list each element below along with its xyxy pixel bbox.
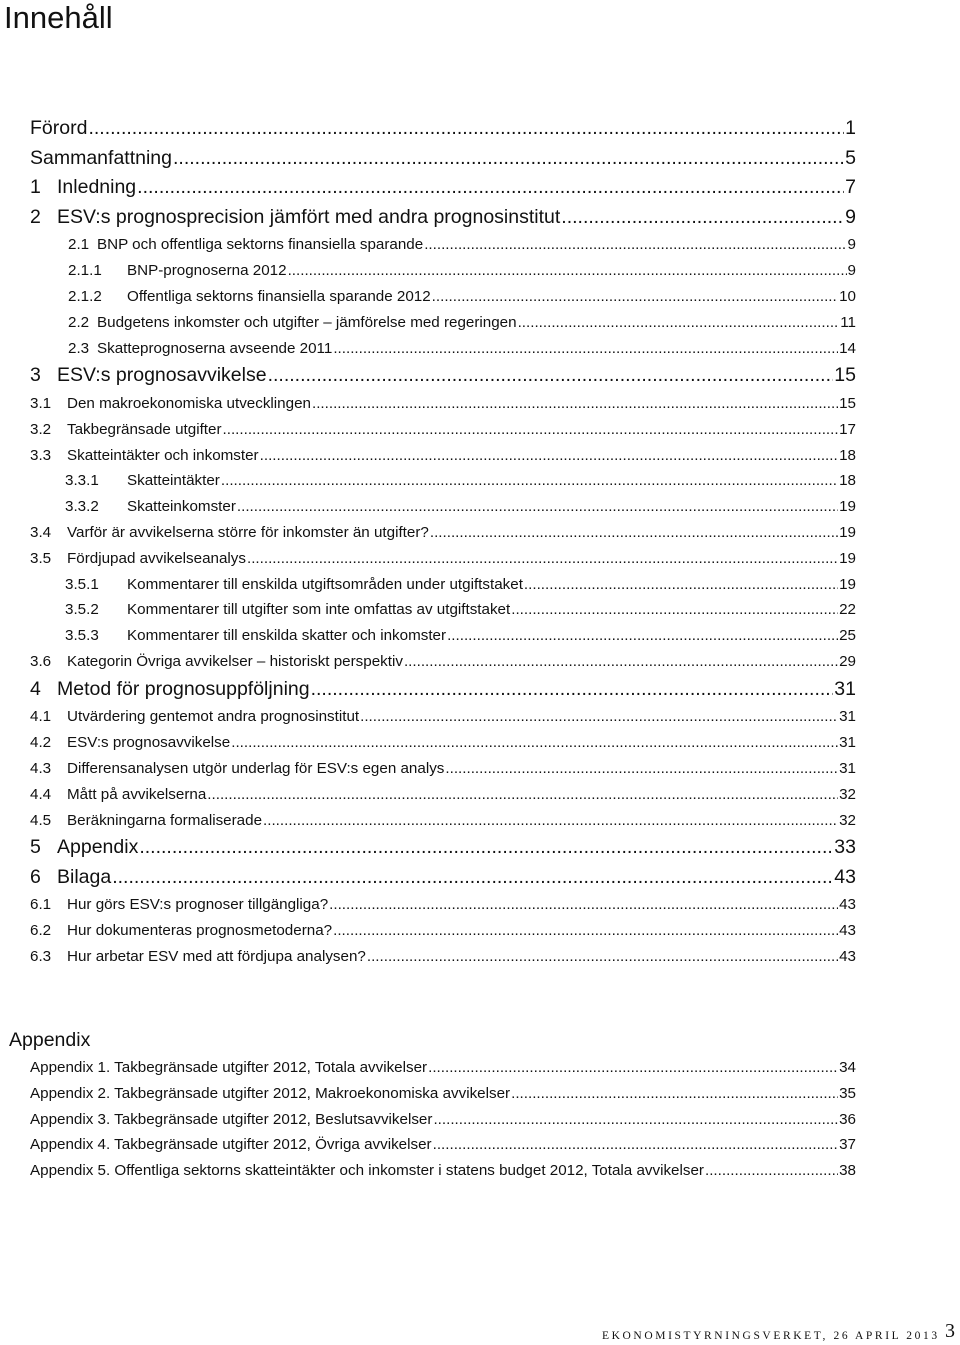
toc-entry[interactable] <box>30 597 856 623</box>
toc-entry-title: Varför är avvikelserna större för inkomster än utgifter? <box>67 523 429 541</box>
toc-entry-page: 19 <box>839 523 856 541</box>
toc-dot-leader <box>137 173 844 203</box>
toc-dot-leader <box>424 232 846 258</box>
appendix-entry-title: Appendix 5. Offentliga sektorns skatteintäkter och inkomster i statens budget 2012, Totala avvikelser <box>30 1162 704 1180</box>
toc-entry[interactable] <box>30 284 856 310</box>
toc-entry-number: 3.3.1 <box>65 472 99 490</box>
toc-dot-leader <box>329 892 838 918</box>
toc-entry-title: BNP och offentliga sektorns finansiella sparande <box>97 236 424 254</box>
appendix-heading: Appendix <box>9 1029 91 1051</box>
appendix-entry-title: Appendix 4. Takbegränsade utgifter 2012, Övriga avvikelser <box>30 1136 432 1154</box>
toc-dot-leader <box>237 494 838 520</box>
toc-entry-page: 31 <box>839 734 856 752</box>
appendix-entry-page: 34 <box>839 1059 856 1076</box>
toc-entry[interactable] <box>30 918 856 944</box>
appendix-entry[interactable] <box>30 1081 856 1107</box>
toc-entry-title: Skatteintäkter och inkomster <box>67 446 259 464</box>
toc-entry-page: 25 <box>839 627 856 645</box>
toc-dot-leader <box>367 944 838 970</box>
toc-entry-page: 33 <box>834 836 856 859</box>
toc-entry-page: 10 <box>839 287 856 305</box>
toc-entry[interactable] <box>30 310 856 336</box>
toc-entry-number: 2.1 <box>68 236 90 254</box>
toc-entry-title: Hur dokumenteras prognosmetoderna? <box>67 922 333 940</box>
toc-entry-number: 6.3 <box>30 948 52 966</box>
toc-entry-page: 43 <box>839 948 856 966</box>
toc-entry[interactable] <box>30 808 856 834</box>
toc-dot-leader <box>221 468 838 494</box>
toc-entry-number: 4.3 <box>30 759 52 777</box>
toc-entry-title: Offentliga sektorns finansiella sparande 2012 <box>127 287 431 305</box>
appendix-entry[interactable] <box>30 1158 856 1184</box>
toc-entry-number: 2.1.1 <box>68 262 102 280</box>
toc-entry[interactable] <box>30 730 856 756</box>
toc-entry-title: Mått på avvikelserna <box>67 785 207 803</box>
toc-entry-title: ESV:s prognosavvikelse <box>67 734 231 752</box>
toc-dot-leader <box>360 704 838 730</box>
toc-entry-number: 2 <box>30 205 41 228</box>
toc-dot-leader <box>223 417 839 443</box>
toc-entry-title: Skatteintäkter <box>127 472 220 490</box>
toc-dot-leader <box>268 361 834 391</box>
toc-entry-page: 31 <box>839 708 856 726</box>
appendix-dot-leader <box>433 1132 839 1158</box>
toc-entry-number: 3.5.3 <box>65 627 99 645</box>
toc-entry-page: 15 <box>834 364 856 387</box>
toc-entry-number: 4.4 <box>30 785 52 803</box>
toc-entry[interactable] <box>30 863 856 893</box>
toc-entry-number: 3.6 <box>30 652 52 670</box>
toc-dot-leader <box>524 572 838 598</box>
toc-entry-title: Metod för prognosuppföljning <box>57 677 310 700</box>
toc-entry-number: 1 <box>30 176 41 199</box>
appendix-entry-page: 37 <box>839 1136 856 1154</box>
toc-dot-leader <box>447 623 838 649</box>
toc-entry[interactable] <box>30 704 856 730</box>
toc-entry-number: 3.5.2 <box>65 601 99 619</box>
page-title: Innehåll <box>4 0 113 35</box>
page-number: 3 <box>945 1320 955 1342</box>
toc-entry[interactable] <box>30 833 856 863</box>
toc-entry[interactable] <box>30 417 856 443</box>
appendix-entry-title: Appendix 3. Takbegränsade utgifter 2012, Beslutsavvikelser <box>30 1110 433 1128</box>
toc-entry-page: 32 <box>839 785 856 803</box>
toc-entry-page: 18 <box>839 446 856 464</box>
toc-entry-number: 2.3 <box>68 339 90 357</box>
toc-dot-leader <box>432 284 838 310</box>
toc-entry[interactable] <box>30 258 856 284</box>
toc-entry-page: 43 <box>839 896 856 914</box>
toc-entry-title: Skatteprognoserna avseende 2011 <box>97 339 333 357</box>
toc-dot-leader <box>430 520 838 546</box>
toc-entry-title: Takbegränsade utgifter <box>67 420 222 438</box>
toc-dot-leader <box>247 546 838 572</box>
toc-entry-title: Skatteinkomster <box>127 498 236 516</box>
toc-entry-title: Utvärdering gentemot andra prognosinstitut <box>67 708 360 726</box>
toc-dot-leader <box>263 808 838 834</box>
toc-entry-page: 17 <box>839 420 856 438</box>
toc-entry-number: 3 <box>30 364 41 387</box>
toc-entry-page: 9 <box>847 236 856 254</box>
toc-entry-title: BNP-prognoserna 2012 <box>127 262 287 280</box>
toc-entry-title: Hur arbetar ESV med att fördjupa analysen? <box>67 948 366 966</box>
toc-entry[interactable] <box>30 336 856 362</box>
toc-entry-title: Budgetens inkomster och utgifter – jämförelse med regeringen <box>97 313 517 331</box>
toc-entry-title: Fördjupad avvikelseanalys <box>67 549 246 567</box>
toc-entry-page: 19 <box>839 549 856 567</box>
toc-entry-title: Appendix <box>57 836 139 859</box>
toc-entry[interactable] <box>30 114 856 144</box>
table-of-contents <box>30 114 856 970</box>
toc-entry-number: 5 <box>30 836 41 859</box>
appendix-dot-leader <box>428 1055 838 1081</box>
toc-entry-title: Bilaga <box>57 865 112 888</box>
appendix-dot-leader <box>705 1158 838 1184</box>
toc-entry-page: 14 <box>839 339 856 357</box>
appendix-entry-page: 38 <box>839 1162 856 1180</box>
toc-entry[interactable] <box>30 572 856 598</box>
toc-entry[interactable] <box>30 675 856 705</box>
toc-dot-leader <box>231 730 838 756</box>
toc-dot-leader <box>333 918 838 944</box>
toc-entry-page: 31 <box>839 759 856 777</box>
toc-entry[interactable] <box>30 232 856 258</box>
toc-entry-number: 4.2 <box>30 734 52 752</box>
toc-entry-page: 19 <box>839 575 856 593</box>
toc-entry-page: 1 <box>845 117 856 139</box>
toc-entry-title: Förord <box>30 117 88 139</box>
toc-entry-number: 6.2 <box>30 922 52 940</box>
toc-entry-title: Differensanalysen utgör underlag för ESV:s egen analys <box>67 759 445 777</box>
toc-entry-page: 22 <box>839 601 856 619</box>
toc-entry-number: 3.2 <box>30 420 52 438</box>
toc-entry-page: 43 <box>834 865 856 888</box>
toc-entry-title: Hur görs ESV:s prognoser tillgängliga? <box>67 896 329 914</box>
toc-entry-title: Kommentarer till utgifter som inte omfattas av utgiftstaket <box>127 601 511 619</box>
toc-dot-leader <box>518 310 840 336</box>
appendix-entry-page: 36 <box>839 1110 856 1128</box>
toc-entry[interactable] <box>30 782 856 808</box>
toc-entry-page: 29 <box>839 652 856 670</box>
toc-entry-page: 9 <box>845 205 856 228</box>
toc-entry-title: Sammanfattning <box>30 146 172 169</box>
toc-entry-page: 18 <box>839 472 856 490</box>
toc-entry[interactable] <box>30 623 856 649</box>
toc-entry-page: 43 <box>839 922 856 940</box>
toc-entry-page: 32 <box>839 811 856 829</box>
toc-entry[interactable] <box>30 173 856 203</box>
toc-entry-number: 3.1 <box>30 394 52 412</box>
toc-entry-title: Inledning <box>57 176 137 199</box>
footer-publisher-date: EKONOMISTYRNINGSVERKET, 26 APRIL 2013 <box>602 1330 940 1342</box>
appendix-entry[interactable] <box>30 1107 856 1133</box>
toc-entry-title: ESV:s prognosavvikelse <box>57 364 267 387</box>
toc-entry-number: 3.5 <box>30 549 52 567</box>
toc-entry-number: 6 <box>30 865 41 888</box>
toc-dot-leader <box>260 443 838 469</box>
toc-dot-leader <box>207 782 838 808</box>
toc-entry-number: 2.2 <box>68 313 90 331</box>
toc-entry[interactable] <box>30 649 856 675</box>
toc-dot-leader <box>288 258 847 284</box>
toc-dot-leader <box>88 114 844 144</box>
toc-entry[interactable] <box>30 756 856 782</box>
toc-entry-title: Kommentarer till enskilda skatter och inkomster <box>127 627 447 645</box>
toc-entry-number: 3.3.2 <box>65 498 99 516</box>
toc-entry[interactable] <box>30 892 856 918</box>
toc-dot-leader <box>112 863 833 893</box>
appendix-entry[interactable] <box>30 1055 856 1081</box>
toc-entry[interactable] <box>30 944 856 970</box>
toc-entry-page: 15 <box>839 394 856 412</box>
toc-entry-title: Beräkningarna formaliserade <box>67 811 263 829</box>
appendix-entry-title: Appendix 2. Takbegränsade utgifter 2012, Makroekonomiska avvikelser <box>30 1084 511 1102</box>
toc-entry[interactable] <box>30 203 856 233</box>
toc-entry-page: 11 <box>840 313 856 331</box>
appendix-dot-leader <box>433 1107 838 1133</box>
toc-entry[interactable] <box>30 361 856 391</box>
toc-entry-title: Den makroekonomiska utvecklingen <box>67 394 311 412</box>
toc-entry-title: Kategorin Övriga avvikelser – historiskt perspektiv <box>67 652 403 670</box>
appendix-dot-leader <box>511 1081 838 1107</box>
toc-entry[interactable] <box>30 443 856 469</box>
toc-dot-leader <box>561 203 844 233</box>
toc-dot-leader <box>404 649 838 675</box>
toc-entry-number: 6.1 <box>30 896 52 914</box>
toc-dot-leader <box>173 144 844 174</box>
toc-entry[interactable] <box>30 144 856 174</box>
toc-entry-page: 5 <box>845 146 856 169</box>
toc-entry-number: 4.1 <box>30 708 52 726</box>
appendix-entry-title: Appendix 1. Takbegränsade utgifter 2012, Totala avvikelser <box>30 1059 428 1076</box>
toc-entry-number: 2.1.2 <box>68 287 102 305</box>
toc-entry-title: Kommentarer till enskilda utgiftsområden under utgiftstaket <box>127 575 523 593</box>
toc-entry-number: 4.5 <box>30 811 52 829</box>
toc-dot-leader <box>511 597 838 623</box>
toc-entry[interactable] <box>30 546 856 572</box>
appendix-entry-page: 35 <box>839 1084 856 1102</box>
toc-dot-leader <box>139 833 833 863</box>
toc-entry-page: 9 <box>847 262 856 280</box>
appendix-entry[interactable] <box>30 1132 856 1158</box>
toc-entry[interactable] <box>30 391 856 417</box>
toc-entry-number: 3.3 <box>30 446 52 464</box>
toc-entry-title: ESV:s prognosprecision jämfört med andra prognosinstitut <box>57 205 561 228</box>
toc-dot-leader <box>312 391 838 417</box>
toc-dot-leader <box>311 675 834 705</box>
toc-entry-number: 3.5.1 <box>65 575 99 593</box>
toc-dot-leader <box>333 336 838 362</box>
toc-entry[interactable] <box>30 520 856 546</box>
toc-entry-number: 3.4 <box>30 523 52 541</box>
toc-entry[interactable] <box>30 494 856 520</box>
toc-entry-number: 4 <box>30 677 41 700</box>
appendix-list <box>30 1055 856 1184</box>
toc-entry-page: 19 <box>839 498 856 516</box>
toc-entry-page: 7 <box>845 176 856 199</box>
toc-dot-leader <box>445 756 838 782</box>
toc-entry-page: 31 <box>834 677 856 700</box>
toc-entry[interactable] <box>30 468 856 494</box>
